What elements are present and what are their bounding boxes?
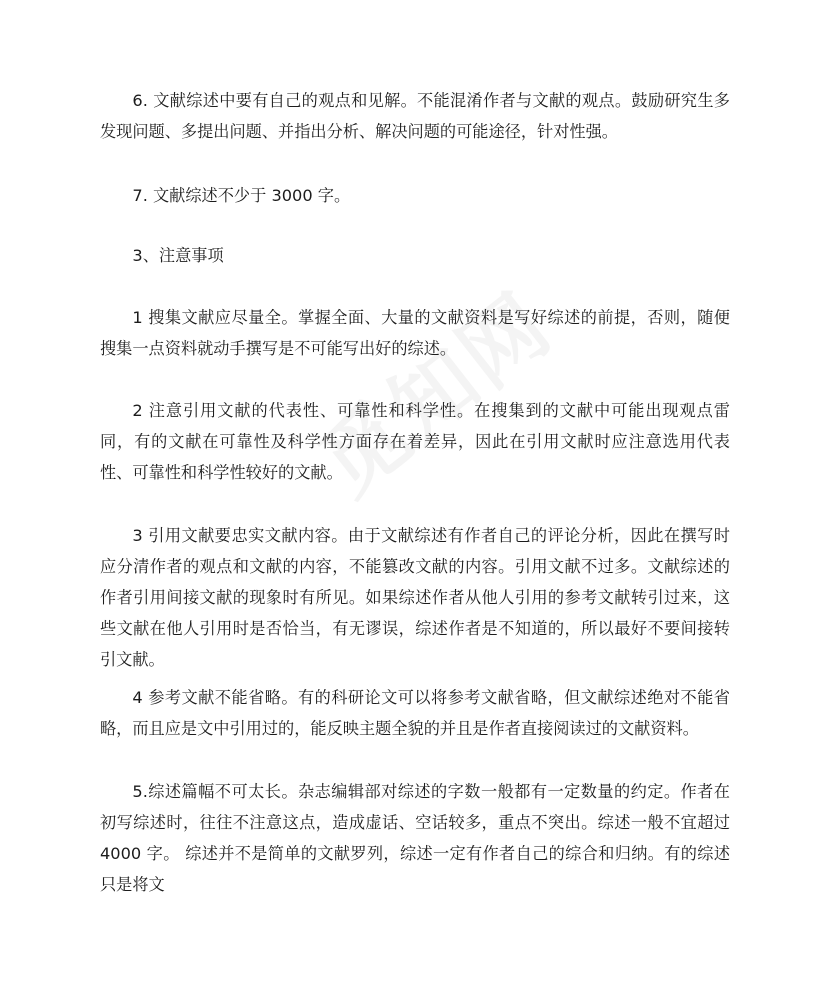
- section-heading-notes: 3、注意事项: [132, 246, 224, 265]
- paragraph-note-1: 1 搜集文献应尽量全。掌握全面、大量的文献资料是写好综述的前提，否则，随便搜集一点资料就动手撰写是不可能写出好的综述。: [100, 308, 730, 358]
- paragraph-item-6: 6. 文献综述中要有自己的观点和见解。不能混淆作者与文献的观点。鼓励研究生多发现问题、多提出问题、并指出分析、解决问题的可能途径，针对性强。: [100, 91, 730, 141]
- paragraph-note-4: 4 参考文献不能省略。有的科研论文可以将参考文献省略，但文献综述绝对不能省略，而且应是文中引用过的，能反映主题全貌的并且是作者直接阅读过的文献资料。: [100, 688, 730, 738]
- paragraph-item-7: 7. 文献综述不少于 3000 字。: [132, 186, 351, 205]
- paragraph-note-5: 5.综述篇幅不可太长。杂志编辑部对综述的字数一般都有一定数量的约定。作者在初写综述时，往往不注意这点，造成虚话、空话较多，重点不突出。综述一般不宜超过 4000 字。 综述并不是简单的文献罗列，综述一定有作者自己的综合和归纳。有的综述只是将文: [100, 782, 730, 894]
- paragraph-note-2: 2 注意引用文献的代表性、可靠性和科学性。在搜集到的文献中可能出现观点雷同，有的文献在可靠性及科学性方面存在着差异，因此在引用文献时应注意选用代表性、可靠性和科学性较好的文献。: [100, 401, 730, 482]
- paragraph-note-3: 3 引用文献要忠实文献内容。由于文献综述有作者自己的评论分析，因此在撰写时应分清作者的观点和文献的内容，不能篡改文献的内容。引用文献不过多。文献综述的作者引用间接文献的现象时有所见。如果综述作者从他人引用的参考文献转引过来，这些文献在他人引用时是否恰当，有无谬误，综述作者是不知道的，所以最好不要间接转引文献。: [100, 526, 730, 669]
